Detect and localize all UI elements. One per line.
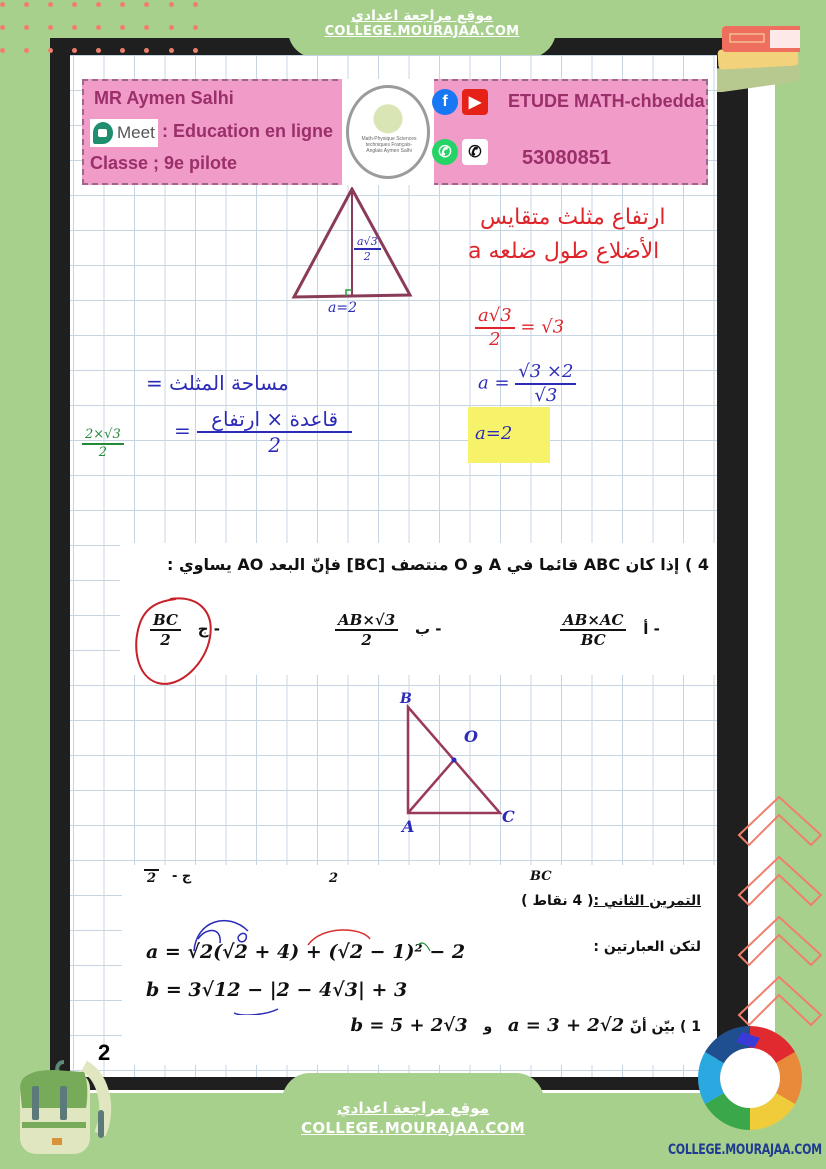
page-number: 2 — [98, 1040, 111, 1065]
graph-paper-sheet — [70, 55, 717, 1077]
page-name: ETUDE MATH-chbedda — [508, 91, 705, 111]
exercise2-title: التمرين الثاني :( 4 نقاط ) — [521, 893, 701, 909]
handwritten-annotation-arcs — [182, 905, 432, 1015]
point-c-label: C — [502, 807, 515, 826]
option-a[interactable]: $\frac{AB\times AC}{BC}$ أ - — [560, 611, 660, 649]
footer-brand-link[interactable]: COLLEGE.MOURAJAA.COM — [668, 1141, 822, 1158]
college-mourajaa-logo-icon — [695, 1020, 805, 1135]
area-formula: = $\frac{\text{قاعدة × ارتفاع}}{2}$ — [174, 407, 352, 457]
handwritten-title-line1: ارتفاع مثلث متقايس — [480, 205, 666, 230]
teacher-name: MR Aymen Salhi — [94, 88, 234, 108]
cut-fragment-2: 2 — [329, 871, 339, 886]
point-o-label: O — [464, 727, 478, 746]
facebook-icon[interactable]: f — [432, 89, 458, 115]
cut-fragment-3: BC — [530, 869, 552, 884]
bottom-banner — [282, 1073, 544, 1169]
triangle-height-label: $\frac{a√3}{2}$ — [354, 235, 381, 263]
top-banner — [288, 0, 556, 58]
question4-text: 4 ) إذا كان ABC قائما في A و O منتصف [BC] فإنّ البعد AO يساوي : — [166, 555, 709, 574]
backpack-icon — [14, 1058, 114, 1158]
phone-number: 53080851 — [522, 147, 611, 169]
meet-value: : Education en ligne — [162, 121, 334, 141]
whatsapp-icon[interactable]: ✆ — [432, 139, 458, 165]
top-banner-arabic: موقع مراجعة اعدادي — [351, 8, 493, 24]
exercise2-q1: 1 ) بيّن أنّ a = 3 + 2√2 و b = 5 + 2√3 — [350, 1015, 701, 1036]
decorative-chevrons — [735, 795, 825, 1035]
bottom-banner-arabic: موقع مراجعة اعدادي — [337, 1099, 489, 1117]
question4-block — [120, 543, 717, 675]
top-banner-site-link[interactable]: COLLEGE.MOURAJAA.COM — [324, 24, 520, 39]
google-meet-badge — [90, 119, 158, 147]
expression-b: b = 3√12 − |2 − 4√3| + 3 — [146, 979, 408, 1001]
cut-fragment-1: 2 — [144, 869, 159, 886]
cut-fragment-1-label: ج - — [172, 869, 192, 884]
seal-emblem-icon: Math-Physique Sciences techniques Français-Anglais Aymen Salhi — [346, 85, 430, 179]
option-c-selected[interactable]: $\frac{BC}{2}$ ج - — [150, 611, 220, 649]
teacher-header-card — [82, 79, 708, 185]
option-b[interactable]: $\frac{AB\times√3}{2}$ ب - — [335, 611, 442, 649]
expression-a: a = √2(√2 + 4) + (√2 − 1)² − 2 — [146, 941, 466, 963]
exercise2-block — [122, 865, 717, 1065]
youtube-icon[interactable]: ▶ — [462, 89, 488, 115]
exercise2-intro: لتكن العبارتين : — [593, 939, 701, 955]
social-links-contact — [432, 139, 488, 165]
point-b-label: B — [400, 691, 412, 707]
google-meet-icon — [93, 122, 113, 144]
answer-a-equals-2: a=2 — [475, 423, 513, 444]
triangle-base-label: a=2 — [328, 300, 357, 316]
area-label: مساحة المثلث = — [146, 371, 289, 395]
handwritten-title-line2: الأضلاع طول ضلعه a — [468, 239, 660, 264]
social-links-video — [432, 89, 488, 115]
meet-label: Meet — [117, 123, 155, 142]
phone-icon[interactable]: ✆ — [462, 139, 488, 165]
teacher-seal — [342, 79, 434, 185]
equilateral-triangle-diagram — [290, 187, 415, 307]
equation-solve-a: a = $\frac{√3 \times 2}{√3}$ — [478, 361, 576, 406]
point-a-label: A — [402, 817, 415, 836]
equation-height-equals: $\frac{a√3}{2}$ = √3 — [475, 305, 564, 350]
bottom-banner-site-link[interactable]: COLLEGE.MOURAJAA.COM — [301, 1119, 525, 1137]
answer-circle-mark — [130, 593, 220, 693]
side-note-fraction: $\frac{2\times√3}{2}$ — [82, 427, 124, 460]
class-line: Classe ; 9e pilote — [90, 153, 238, 173]
